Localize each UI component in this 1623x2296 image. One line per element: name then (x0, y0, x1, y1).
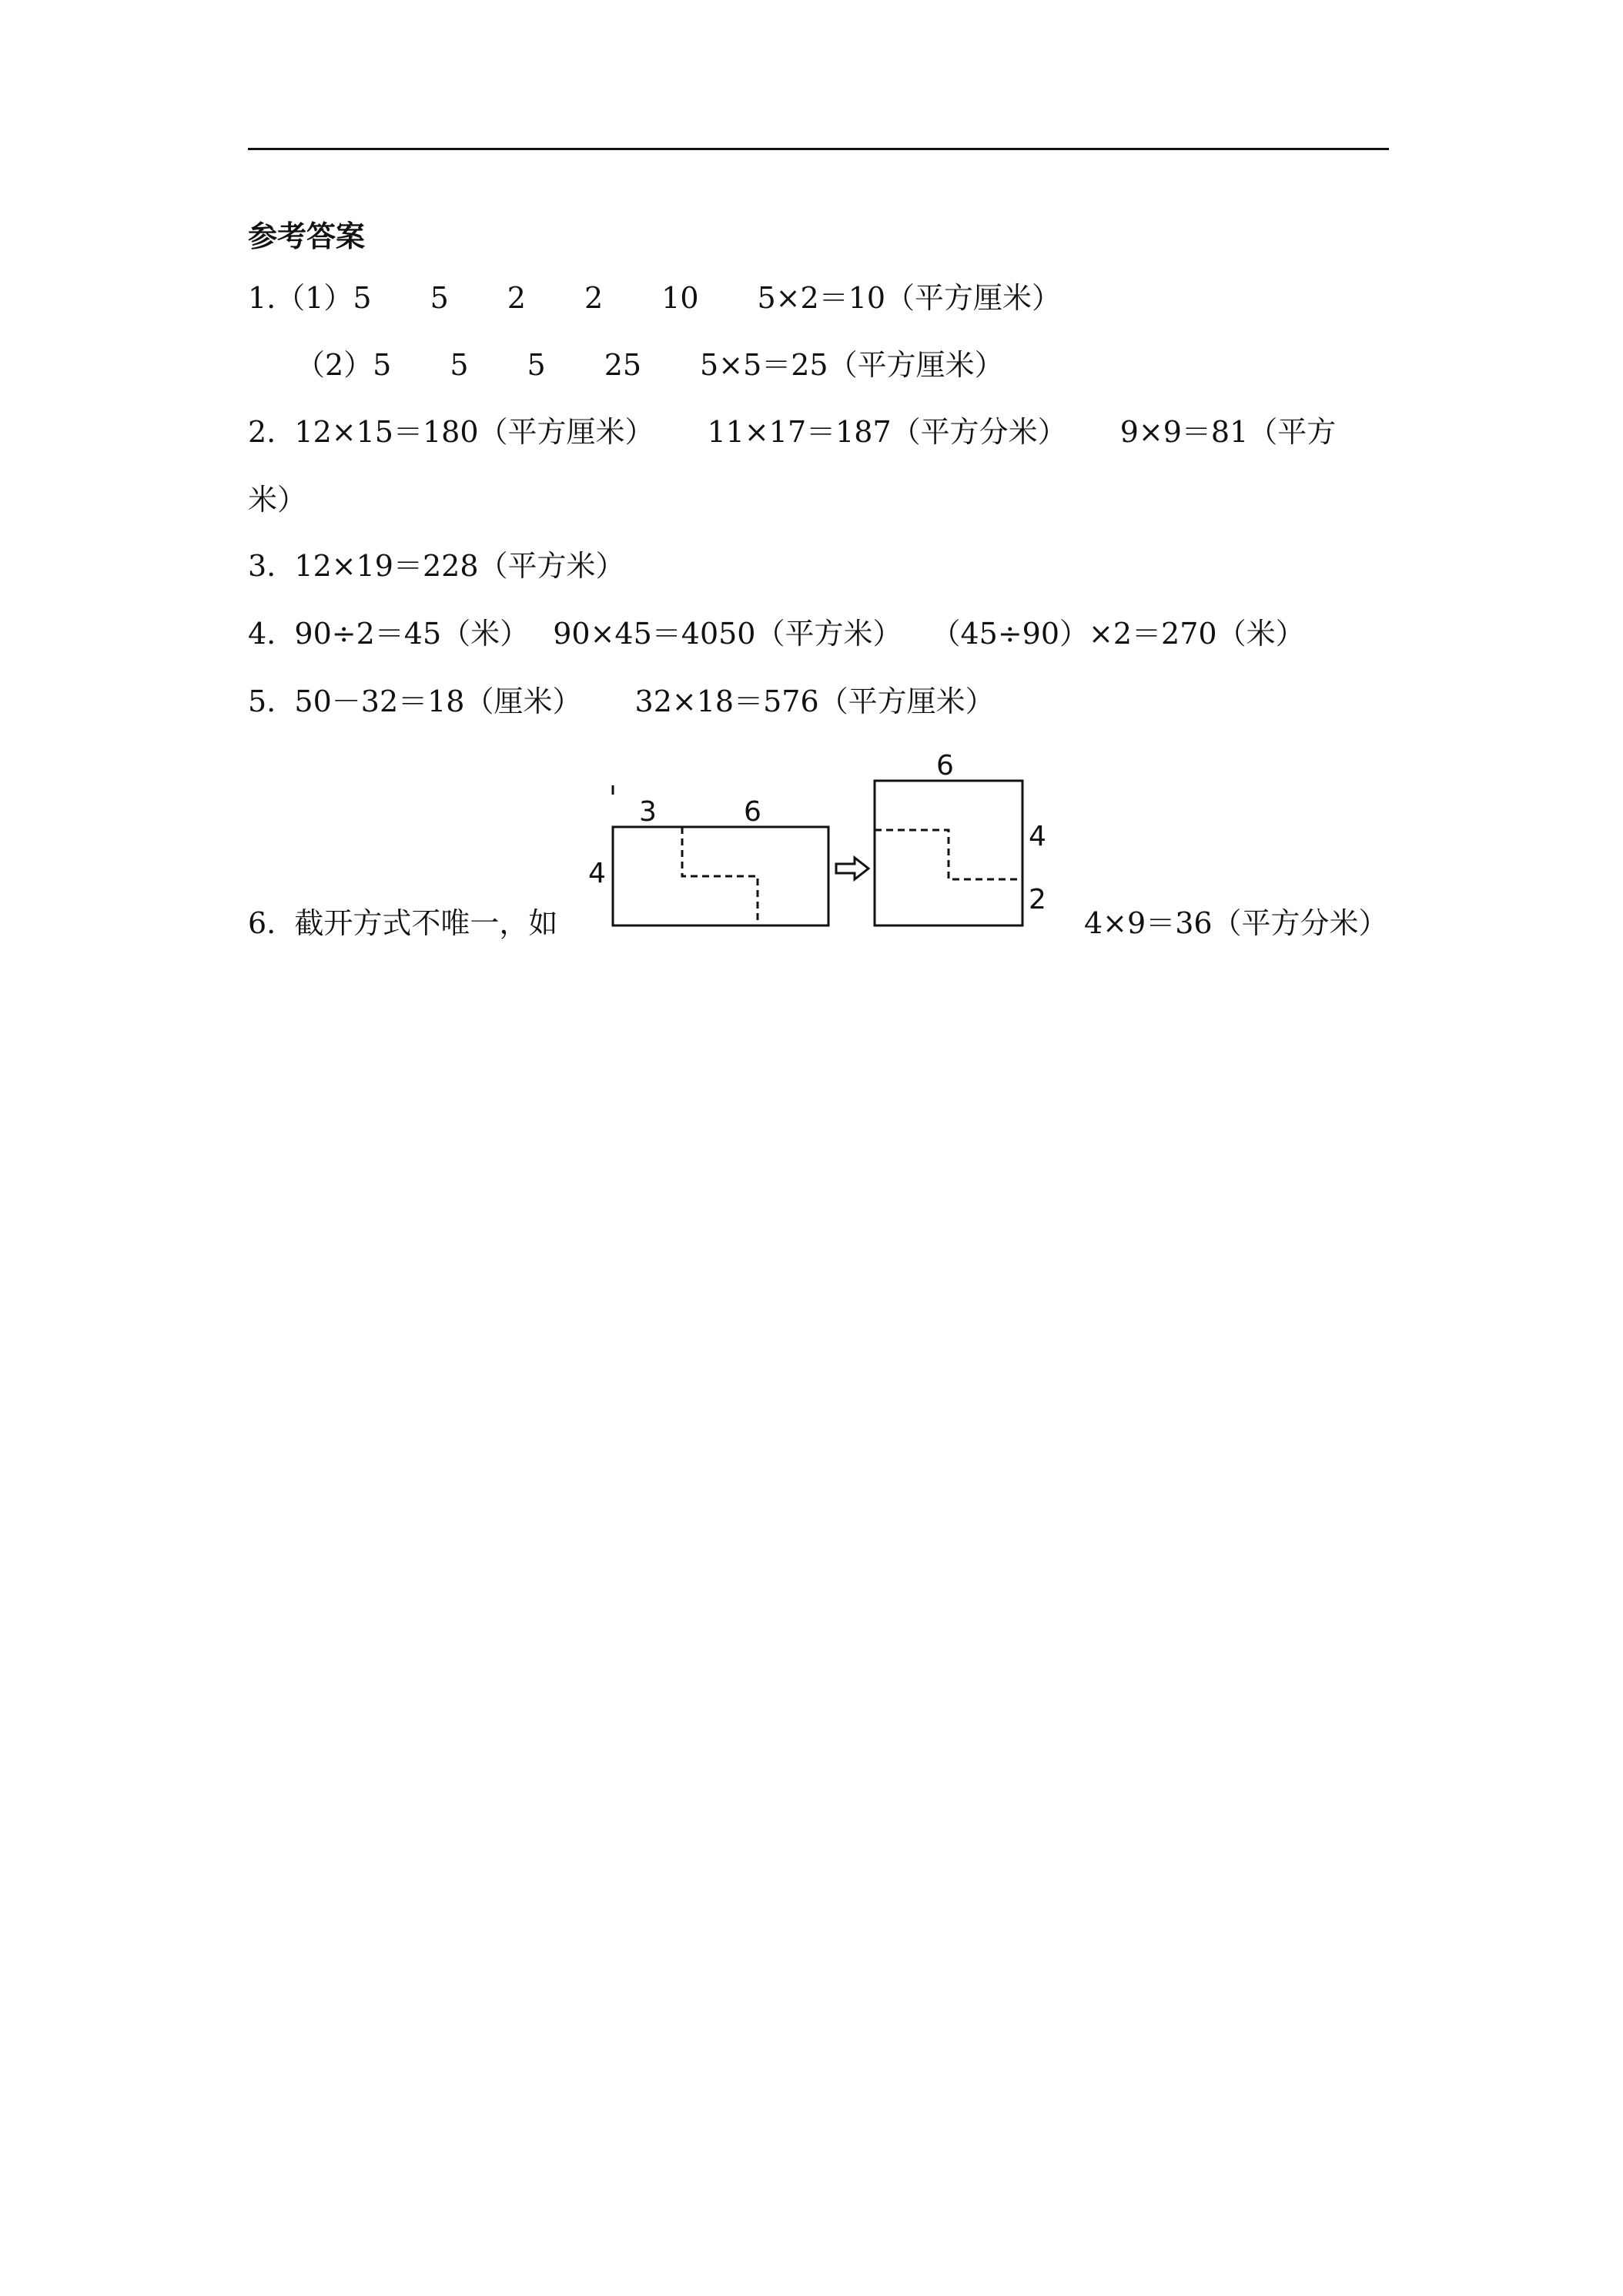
transform-arrow-icon (836, 858, 868, 879)
label-2-right: 2 (1029, 884, 1046, 915)
label-6-right: 6 (936, 750, 954, 782)
answer-6-prefix: 6. 截开方式不唯一，如 (248, 906, 558, 940)
answer-5: 5. 50－32＝18（厘米） 32×18＝576（平方厘米） (248, 684, 995, 718)
header-rule (248, 148, 1389, 150)
cut-rectangle-diagram (570, 747, 1062, 947)
label-3: 3 (639, 796, 657, 828)
answer-4: 4. 90÷2＝45（米） 90×45＝4050（平方米） （45÷90）×2＝270（米） (248, 617, 1305, 651)
label-4-left: 4 (588, 858, 606, 889)
answer-1-part-1: 1.（1）5 5 2 2 10 5×2＝10（平方厘米） (248, 281, 1062, 315)
answer-1-part-2: （2）5 5 5 25 5×5＝25（平方厘米） (296, 348, 1004, 382)
answer-2-line-1: 2. 12×15＝180（平方厘米） 11×17＝187（平方分米） 9×9＝81（平方 (248, 415, 1337, 449)
answer-6-result: 4×9＝36（平方分米） (1084, 906, 1388, 940)
answer-3: 3. 12×19＝228（平方米） (248, 549, 625, 583)
page-title: 参考答案 (248, 219, 366, 253)
cut-line-right (875, 830, 1022, 879)
cut-line-left (682, 827, 758, 925)
label-6-left: 6 (744, 796, 761, 828)
label-4-right: 4 (1029, 821, 1046, 852)
answer-2-line-2: 米） (248, 483, 307, 517)
